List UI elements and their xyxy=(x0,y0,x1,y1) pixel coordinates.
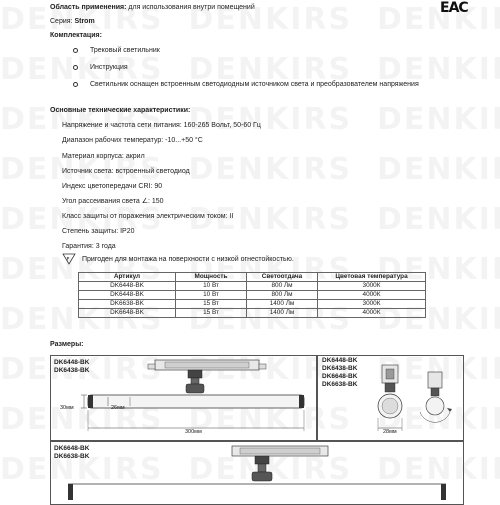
table-cell: DK6648-BK xyxy=(79,309,176,318)
table-cell: 10 Вт xyxy=(176,291,247,300)
table-header: Артикул xyxy=(79,273,176,282)
table-cell: 4000К xyxy=(318,309,426,318)
table-header: Мощность xyxy=(176,273,247,282)
table-cell: 15 Вт xyxy=(176,309,247,318)
model-label: DK6648-BK xyxy=(322,373,358,380)
table-cell: 3000К xyxy=(318,300,426,309)
dimension-label-diameter: 26мм xyxy=(111,405,125,411)
table-cell: 15 Вт xyxy=(176,300,247,309)
completeness-title: Комплектация: xyxy=(50,32,102,39)
table-cell: 1400 Лм xyxy=(247,300,318,309)
spec-item: Угол рассеивания света ∠: 150 xyxy=(62,198,164,205)
model-label: DK6638-BK xyxy=(54,453,90,460)
series-label: Серия: xyxy=(50,18,73,25)
model-label: DK6638-BK xyxy=(322,381,358,388)
dimension-label-height: 30мм xyxy=(60,405,74,411)
model-label: DK6448-BK xyxy=(54,359,90,366)
spec-item: Гарантия: 3 года xyxy=(62,243,116,250)
specs-title: Основные технические характеристики: xyxy=(50,107,191,114)
spec-item: Диапазон рабочих температур: -10...+50 °С xyxy=(62,137,203,144)
spec-item: Материал корпуса: акрил xyxy=(62,153,145,160)
table-header: Цветовая температура xyxy=(318,273,426,282)
table-cell: 800 Лм xyxy=(247,291,318,300)
completeness-item: Трековый светильник xyxy=(90,47,160,54)
series-value: Strom xyxy=(74,18,95,25)
table-cell: 10 Вт xyxy=(176,282,247,291)
table-cell: 3000К xyxy=(318,282,426,291)
table-cell: DK6638-BK xyxy=(79,300,176,309)
completeness-item: Светильник оснащен встроенным светодиодным источником света и преобразователем напряжения xyxy=(90,81,419,88)
dimension-label-length: 300мм xyxy=(185,429,202,435)
table-cell: DK6448-BK xyxy=(79,282,176,291)
spec-item: Индекс цветопередачи CRI: 90 xyxy=(62,183,163,190)
model-label: DK6438-BK xyxy=(322,365,358,372)
table-cell: 800 Лм xyxy=(247,282,318,291)
model-label: DK6648-BK xyxy=(54,445,90,452)
model-label: DK6438-BK xyxy=(54,367,90,374)
spec-item: Класс защиты от поражения электрическим током: II xyxy=(62,213,234,220)
application-value: для использования внутри помещений xyxy=(128,4,255,11)
model-label: DK6448-BK xyxy=(322,357,358,364)
completeness-item: Инструкция xyxy=(90,64,128,71)
svg-text:F: F xyxy=(66,257,70,263)
application-label: Область применения: xyxy=(50,4,127,11)
dimensions-title: Размеры: xyxy=(50,341,84,348)
spec-item: Напряжение и частота сети питания: 160-265 Вольт, 50-60 Гц xyxy=(62,122,261,129)
table-cell: DK6448-BK xyxy=(79,291,176,300)
spec-item: Степень защиты: IP20 xyxy=(62,228,135,235)
dimension-label-side: 28мм xyxy=(383,429,397,435)
table-header: Светоотдача xyxy=(247,273,318,282)
table-cell: 1400 Лм xyxy=(247,309,318,318)
table-cell: 4000К xyxy=(318,291,426,300)
mounting-note: Пригоден для монтажа на поверхности с низкой огнестойкостью. xyxy=(82,256,294,263)
spec-item: Источник света: встроенный светодиод xyxy=(62,168,190,175)
eac-mark: EAC xyxy=(440,0,468,16)
